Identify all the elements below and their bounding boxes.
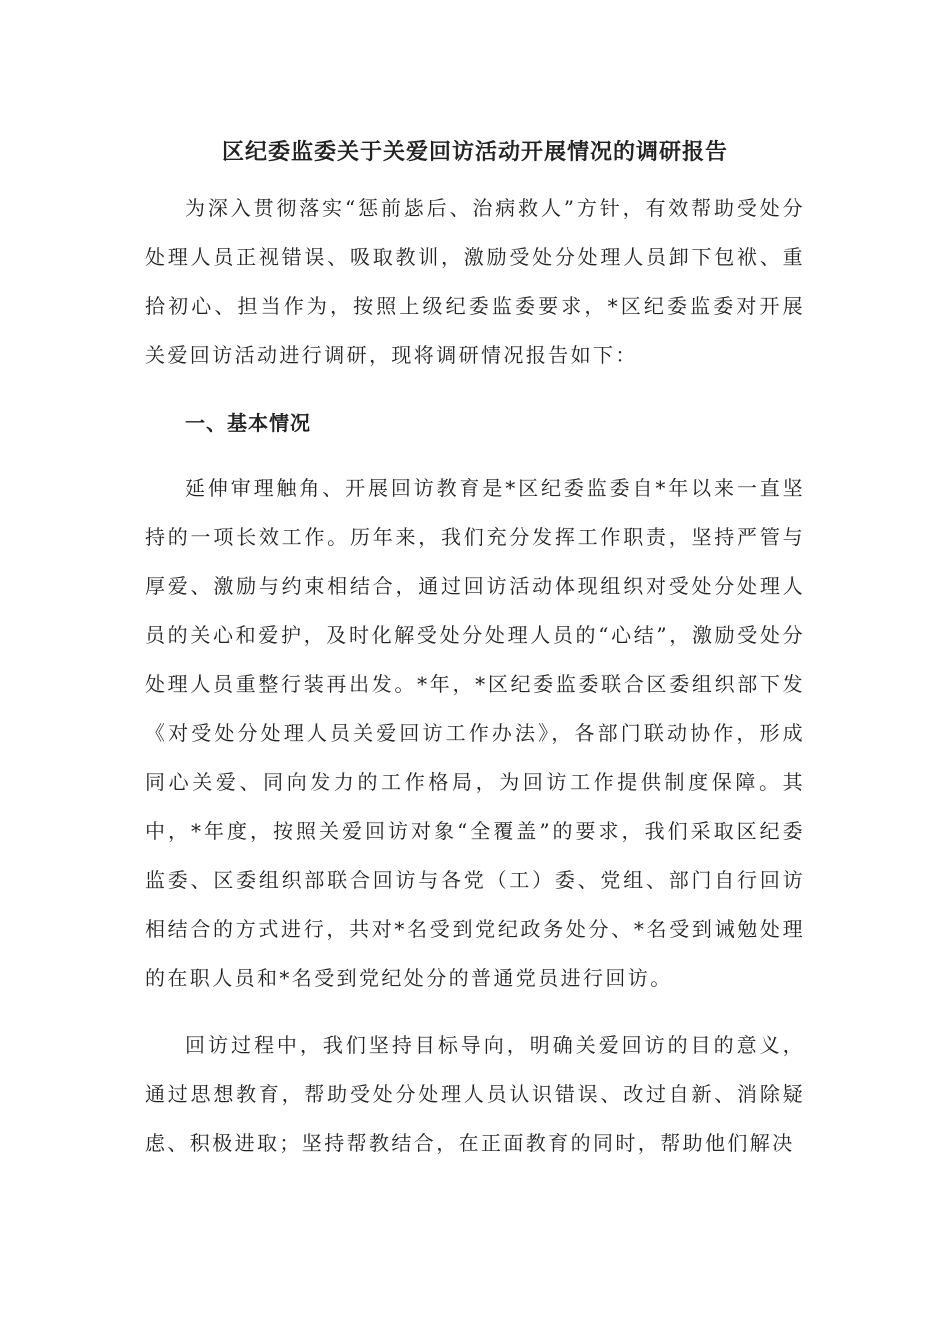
section1-paragraph-1: 延伸审理触角、开展回访教育是*区纪委监委自*年以来一直坚持的一项长效工作。历年来，我们充分发挥工作职责，坚持严管与厚爱、激励与约束相结合，通过回访活动体现组织对受处分处理人员的关心和爱护，及时化解受处分处理人员的“心结”，激励受处分处理人员重整行装再出发。*年，*区纪委监委联合区委组织部下发《对受处分处理人员关爱回访工作办法》，各部门联动协作，形成同心关爱、同向发力的工作格局，为回访工作提供制度保障。其中，*年度，按照关爱回访对象“全覆盖”的要求，我们采取区纪委监委、区委组织部联合回访与各党（工）委、党组、部门自行回访相结合的方式进行，共对*名受到党纪政务处分、*名受到诫勉处理的在职人员和*名受到党纪处分的普通党员进行回访。	[145, 476, 805, 990]
section-heading-basic-situation: 一、基本情况	[185, 411, 311, 435]
section1-paragraph-2: 回访过程中，我们坚持目标导向，明确关爱回访的目的意义，通过思想教育，帮助受处分处理人员认识错误、改过自新、消除疑虑、积极进取；坚持帮教结合，在正面教育的同时，帮助他们解决	[145, 1033, 805, 1155]
document-body	[145, 128, 805, 1186]
intro-paragraph: 为深入贯彻落实“惩前毖后、治病救人”方针，有效帮助受处分处理人员正视错误、吸取教训，激励受处分处理人员卸下包袱、重拾初心、担当作为，按照上级纪委监委要求，*区纪委监委对开展关爱回访活动进行调研，现将调研情况报告如下：	[145, 196, 805, 367]
document-title: 区纪委监委关于关爱回访活动开展情况的调研报告	[221, 139, 728, 165]
